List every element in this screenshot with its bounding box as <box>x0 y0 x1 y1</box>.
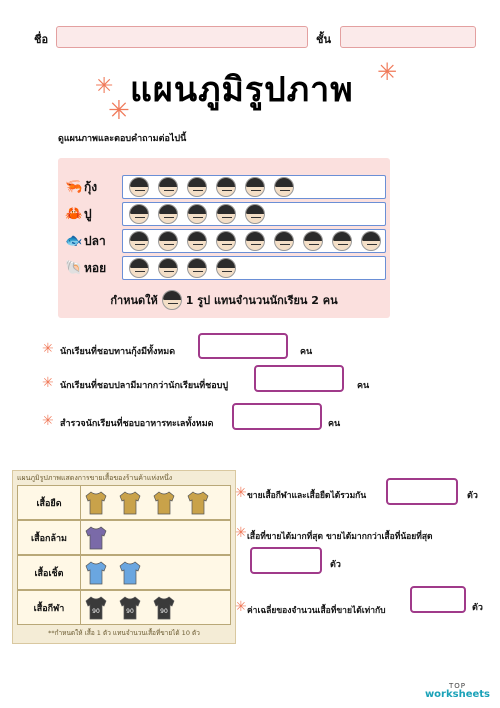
shirt-icon <box>152 490 176 516</box>
shirt-icon <box>118 490 142 516</box>
face-cells <box>122 256 386 280</box>
student-face-icon <box>274 177 294 197</box>
star-bullet-icon: ✳ <box>42 375 54 391</box>
unit-label: คน <box>300 347 313 357</box>
student-face-icon <box>245 204 265 224</box>
row-label: เสื้อเชิ้ต <box>18 556 81 589</box>
svg-text:90: 90 <box>126 608 134 615</box>
unit-label: คน <box>357 381 370 391</box>
student-face-icon <box>129 177 149 197</box>
name-label: ชื่อ <box>34 33 49 46</box>
student-face-icon <box>158 231 178 251</box>
student-face-icon <box>332 231 352 251</box>
star-bullet-icon: ✳ <box>42 413 54 429</box>
class-label: ชั้น <box>316 33 331 46</box>
pictograph-row-shrimp <box>64 174 384 200</box>
answer-box-6[interactable] <box>410 586 466 613</box>
face-cells <box>122 229 386 253</box>
shirt-icon <box>84 490 108 516</box>
student-face-icon <box>216 204 236 224</box>
pictograph2-row <box>17 520 231 555</box>
student-face-icon <box>129 231 149 251</box>
svg-text:90: 90 <box>92 608 100 615</box>
star-bullet-icon: ✳ <box>235 485 247 501</box>
shirt-icons <box>84 490 210 516</box>
answer-box-3[interactable] <box>232 403 322 430</box>
question-3-text: สำรวจนักเรียนที่ชอบอาหารทะเลทั้งหมด <box>60 419 214 429</box>
class-field[interactable] <box>340 26 476 48</box>
shirt-sales-pictograph <box>12 470 236 644</box>
student-face-icon <box>245 177 265 197</box>
pictograph-row-fish <box>64 228 384 254</box>
pictograph-key <box>58 290 390 310</box>
logo-top: TOP <box>448 682 466 690</box>
answer-box-2[interactable] <box>254 365 344 392</box>
student-face-icon <box>158 204 178 224</box>
seafood-pictograph <box>58 158 390 318</box>
star-bullet-icon: ✳ <box>235 525 247 541</box>
question-5-text: เสื้อที่ขายได้มากที่สุด ขายได้มากกว่าเสื้อที่น้อยที่สุด <box>247 532 433 542</box>
pictograph2-row <box>17 485 231 520</box>
logo-brand: worksheets <box>424 689 490 700</box>
crab-icon: 🦀 <box>65 206 83 222</box>
unit-label: คน <box>328 419 341 429</box>
question-4-text: ขายเสื้อกีฬาและเสื้อยืดได้รวมกัน <box>247 491 367 501</box>
shirt-icon <box>186 490 210 516</box>
student-face-icon <box>129 258 149 278</box>
row-label: กุ้ง <box>84 179 98 194</box>
star-bullet-icon: ✳ <box>235 599 247 615</box>
face-cells <box>122 202 386 226</box>
unit-label: ตัว <box>330 560 341 570</box>
shirt-icon <box>152 595 176 621</box>
question-1-text: นักเรียนที่ชอบทานกุ้งมีทั้งหมด <box>60 347 176 357</box>
student-face-icon <box>216 177 236 197</box>
student-face-icon <box>216 231 236 251</box>
answer-box-5[interactable] <box>250 547 322 574</box>
star-decoration-icon: ✳ <box>108 96 130 126</box>
instruction-text: ดูแผนภาพและตอบคำถามต่อไปนี้ <box>58 134 187 144</box>
student-face-icon <box>162 290 182 310</box>
shirt-icon <box>84 525 108 551</box>
student-face-icon <box>187 231 207 251</box>
student-face-icon <box>187 204 207 224</box>
student-face-icon <box>216 258 236 278</box>
svg-text:90: 90 <box>160 608 168 615</box>
student-face-icon <box>361 231 381 251</box>
row-label: เสื้อยืด <box>18 486 81 519</box>
student-face-icon <box>274 231 294 251</box>
row-label: หอย <box>84 260 107 275</box>
answer-box-1[interactable] <box>198 333 288 359</box>
student-face-icon <box>187 258 207 278</box>
star-decoration-icon: ✳ <box>95 74 114 99</box>
row-label: เสื้อกล้าม <box>18 521 81 554</box>
star-bullet-icon: ✳ <box>42 341 54 357</box>
shirt-icons <box>84 595 176 621</box>
star-decoration-icon: ✳ <box>377 58 398 86</box>
answer-box-4[interactable] <box>386 478 458 505</box>
topworksheets-logo <box>425 683 490 700</box>
row-label: ปลา <box>84 233 106 248</box>
shirt-icon <box>118 595 142 621</box>
shrimp-icon: 🦐 <box>65 179 83 195</box>
student-face-icon <box>187 177 207 197</box>
pictograph-row-crab <box>64 201 384 227</box>
key-suffix: 1 รูป แทนจำนวนนักเรียน 2 คน <box>185 294 338 307</box>
pictograph2-row <box>17 590 231 625</box>
shirt-icons <box>84 525 108 551</box>
shirt-icon <box>84 595 108 621</box>
student-face-icon <box>245 231 265 251</box>
student-face-icon <box>158 258 178 278</box>
unit-label: ตัว <box>472 603 483 613</box>
pictograph-row-shell <box>64 255 384 281</box>
question-6-text: ค่าเฉลี่ยของจำนวนเสื้อที่ขายได้เท่ากับ <box>247 606 386 616</box>
pictograph2-title: แผนภูมิรูปภาพแสดงการขายเสื้อของร้านค้าแห่งหนึ่ง <box>17 474 173 482</box>
question-2-text: นักเรียนที่ชอบปลามีมากกว่านักเรียนที่ชอบปู <box>60 381 229 391</box>
face-cells <box>122 175 386 199</box>
shirt-icons <box>84 560 142 586</box>
shirt-icon <box>84 560 108 586</box>
student-face-icon <box>158 177 178 197</box>
student-face-icon <box>129 204 149 224</box>
student-face-icon <box>303 231 323 251</box>
shirt-icon <box>118 560 142 586</box>
pictograph2-row <box>17 555 231 590</box>
unit-label: ตัว <box>467 491 478 501</box>
name-field[interactable] <box>56 26 308 48</box>
row-label: เสื้อกีฬา <box>18 591 81 624</box>
fish-icon: 🐟 <box>65 233 83 249</box>
shell-icon: 🐚 <box>65 260 83 276</box>
key-prefix: กำหนดให้ <box>110 294 158 307</box>
page-title: แผนภูมิรูปภาพ <box>130 70 354 110</box>
row-label: ปู <box>84 206 92 221</box>
pictograph2-footer: **กำหนดให้ เสื้อ 1 ตัว แทนจำนวนเสื้อที่ขายได้ 10 ตัว <box>48 629 200 637</box>
